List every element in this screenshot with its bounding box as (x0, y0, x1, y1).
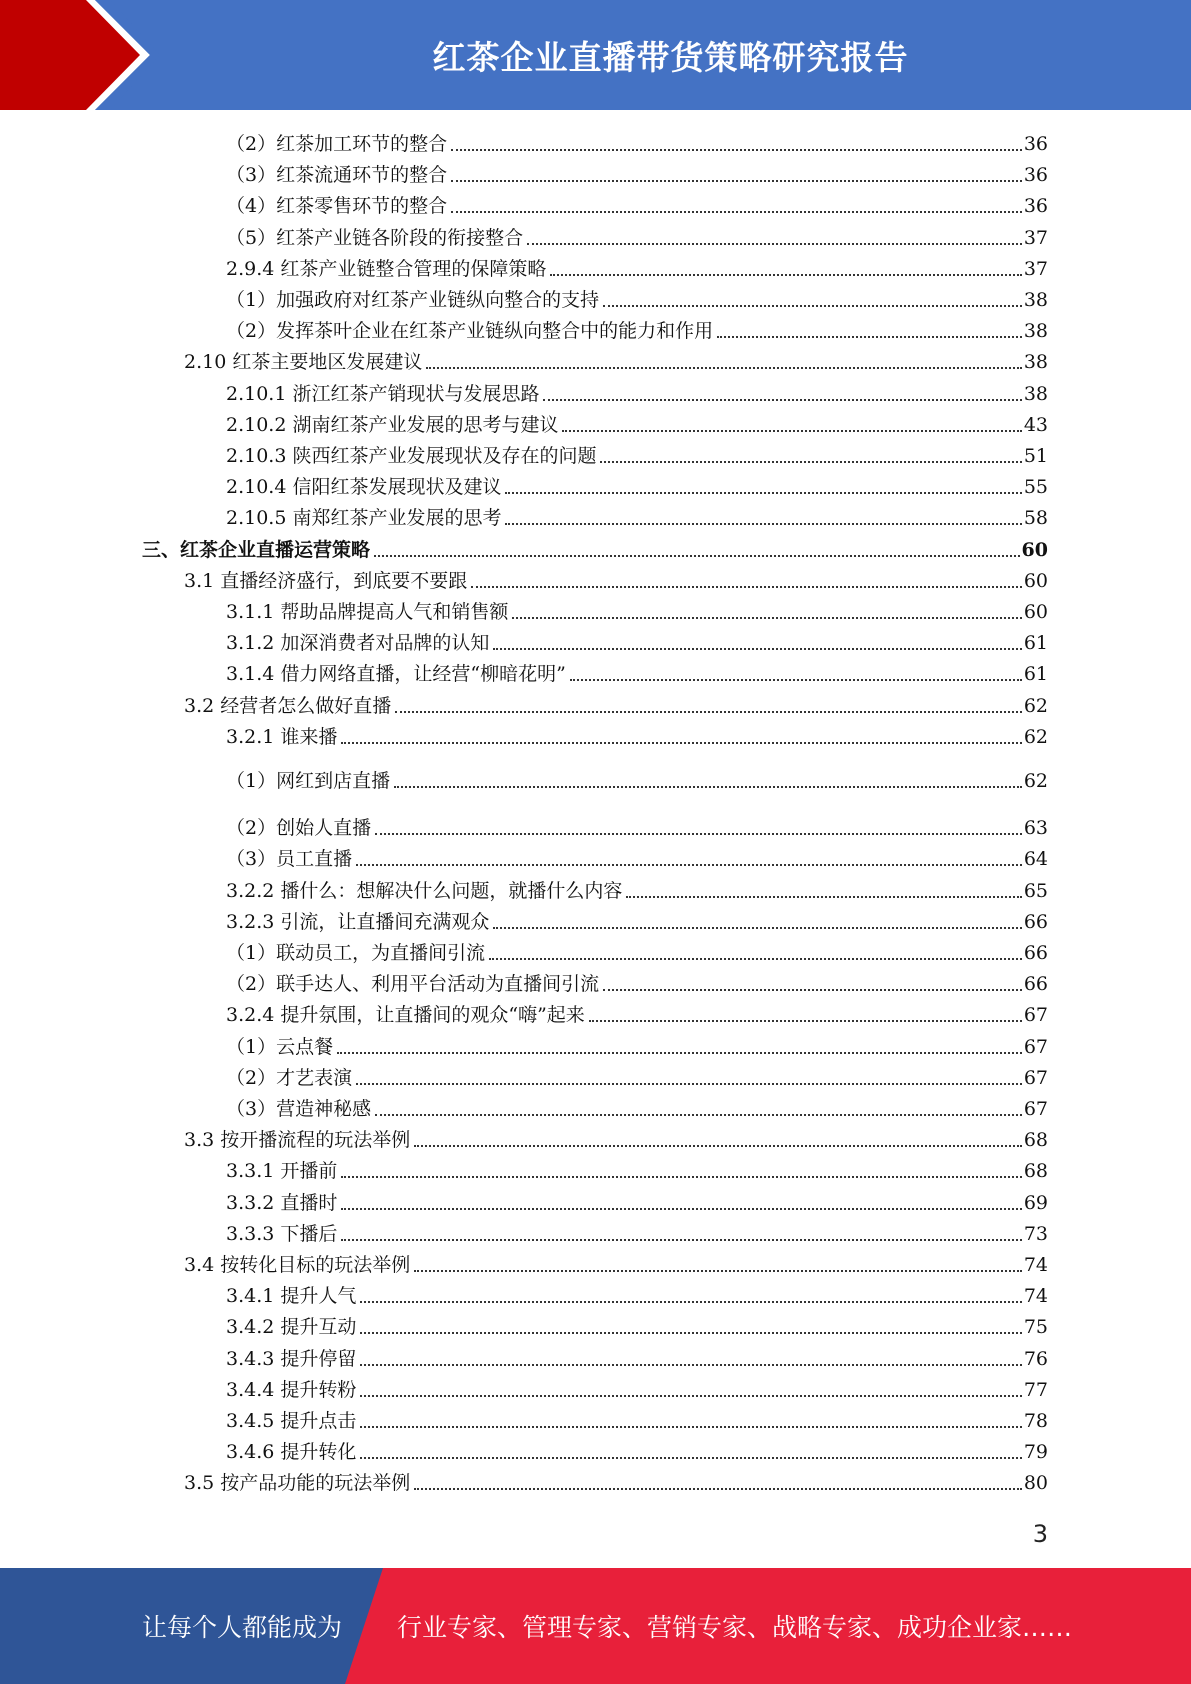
toc-entry-page: 74 (1023, 1254, 1048, 1276)
toc-dot-leader (505, 523, 1021, 525)
toc-entry-page: 51 (1023, 445, 1048, 467)
toc-dot-leader (451, 180, 1022, 182)
toc-entry-label: 2.9.4 红茶产业链整合管理的保障策略 (226, 257, 547, 280)
toc-dot-leader (426, 367, 1021, 369)
toc-entry-label: 3.1.1 帮助品牌提高人气和销售额 (226, 601, 509, 623)
toc-entry-label: （2）红茶加工环节的整合 (226, 133, 448, 155)
toc-entry-page: 64 (1023, 848, 1048, 871)
toc-entry-label: 2.10.2 湖南红茶产业发展的思考与建议 (226, 413, 559, 436)
toc-entry-page: 60 (1021, 538, 1048, 561)
toc-entry-label: 3.1.4 借力网络直播，让经营“柳暗花明” (226, 663, 566, 686)
toc-entry[interactable] (226, 1155, 1048, 1183)
toc-dot-leader (493, 927, 1021, 929)
toc-entry-label: 3.2.4 提升氛围，让直播间的观众“嗨”起来 (226, 1004, 585, 1027)
toc-entry[interactable] (226, 1062, 1048, 1090)
toc-entry-label: 3.1.2 加深消费者对品牌的认知 (226, 632, 490, 655)
toc-entry-page: 37 (1023, 226, 1048, 249)
toc-entry-label: 2.10.4 信阳红茶发展现状及建议 (226, 476, 502, 499)
toc-dot-leader (414, 1488, 1022, 1490)
toc-entry-page: 62 (1023, 770, 1048, 792)
toc-entry-page: 78 (1023, 1410, 1048, 1432)
toc-entry-page: 36 (1023, 195, 1048, 218)
toc-entry-page: 38 (1023, 382, 1048, 405)
toc-entry[interactable] (184, 1249, 1048, 1277)
toc-entry-label: （2）联手达人、利用平台活动为直播间引流 (226, 973, 600, 996)
toc-dot-leader (394, 786, 1022, 788)
toc-entry[interactable] (226, 999, 1048, 1027)
toc-entry-page: 75 (1023, 1316, 1048, 1339)
toc-entry[interactable] (226, 627, 1048, 655)
toc-dot-leader (414, 1145, 1022, 1147)
toc-entry-page: 74 (1023, 1285, 1048, 1308)
toc-dot-leader (374, 555, 1020, 557)
toc-entry[interactable] (226, 1031, 1048, 1059)
toc-entry-label: 3.4.1 提升人气 (226, 1285, 357, 1308)
toc-entry-label: （1）网红到店直播 (226, 770, 391, 792)
toc-dot-leader (603, 305, 1022, 307)
toc-dot-leader (341, 1239, 1021, 1241)
toc-entry-page: 67 (1023, 1098, 1048, 1120)
toc-dot-leader (360, 1364, 1021, 1366)
toc-dot-leader (717, 336, 1022, 338)
toc-entry-page: 80 (1023, 1472, 1048, 1495)
toc-entry-label: （3）员工直播 (226, 848, 353, 871)
toc-dot-leader (375, 1114, 1022, 1116)
toc-entry[interactable] (226, 765, 1048, 793)
toc-entry-label: 2.10.1 浙江红茶产销现状与发展思路 (226, 382, 540, 405)
toc-entry-page: 67 (1023, 1035, 1048, 1058)
toc-entry-label: 2.10 红茶主要地区发展建议 (184, 351, 423, 374)
toc-dot-leader (562, 430, 1021, 432)
toc-entry-label: （4）红茶零售环节的整合 (226, 195, 448, 218)
toc-dot-leader (414, 1270, 1022, 1272)
toc-entry[interactable] (226, 128, 1048, 156)
toc-entry-label: （2）才艺表演 (226, 1066, 353, 1089)
toc-entry-label: 3.4 按转化目标的玩法举例 (184, 1254, 411, 1276)
toc-entry-label: （3）红茶流通环节的整合 (226, 164, 448, 187)
toc-dot-leader (600, 461, 1021, 463)
toc-dot-leader (451, 211, 1022, 213)
toc-entry[interactable] (184, 346, 1048, 374)
toc-entry-page: 37 (1023, 257, 1048, 280)
toc-entry-page: 69 (1023, 1191, 1048, 1214)
toc-dot-leader (550, 274, 1021, 276)
toc-entry-page: 38 (1023, 351, 1048, 374)
toc-entry-label: 3.3.2 直播时 (226, 1191, 338, 1214)
toc-dot-leader (589, 1020, 1022, 1022)
toc-entry[interactable] (226, 1405, 1048, 1433)
toc-entry-page: 67 (1023, 1066, 1048, 1089)
toc-entry-page: 38 (1023, 289, 1048, 311)
toc-entry-label: 3.2.2 播什么：想解决什么问题，就播什么内容 (226, 879, 623, 902)
toc-entry[interactable] (226, 875, 1048, 903)
toc-entry[interactable] (226, 440, 1048, 468)
toc-entry[interactable] (142, 534, 1048, 562)
toc-entry[interactable] (226, 843, 1048, 871)
toc-entry-page: 68 (1023, 1160, 1048, 1183)
toc-entry[interactable] (226, 1374, 1048, 1402)
footer-slogan-right: 行业专家、管理专家、营销专家、战略专家、成功企业家…… (397, 1613, 1073, 1642)
toc-entry[interactable] (226, 1436, 1048, 1464)
toc-dot-leader (360, 1457, 1021, 1459)
toc-entry-label: 3.3 按开播流程的玩法举例 (184, 1129, 411, 1152)
toc-entry[interactable] (226, 1280, 1048, 1308)
toc-entry-page: 67 (1023, 1004, 1048, 1027)
toc-entry-page: 62 (1023, 694, 1048, 717)
toc-entry[interactable] (226, 378, 1048, 406)
toc-entry[interactable] (226, 658, 1048, 686)
toc-entry-page: 76 (1023, 1347, 1048, 1370)
toc-entry[interactable] (226, 937, 1048, 965)
toc-entry-page: 65 (1023, 879, 1048, 902)
toc-dot-leader (570, 679, 1022, 681)
toc-entry-page: 66 (1023, 942, 1048, 964)
toc-entry[interactable] (184, 690, 1048, 718)
toc-entry-label: 3.4.2 提升互动 (226, 1316, 357, 1339)
toc-entry-label: 3.4.5 提升点击 (226, 1410, 357, 1432)
toc-entry-label: 三、红茶企业直播运营策略 (142, 538, 371, 561)
toc-entry-label: 3.4.4 提升转粉 (226, 1378, 357, 1401)
toc-dot-leader (626, 896, 1021, 898)
toc-entry[interactable] (226, 596, 1048, 624)
page-footer (0, 1568, 1191, 1684)
toc-entry-page: 43 (1023, 413, 1048, 436)
toc-entry-label: 3.5 按产品功能的玩法举例 (184, 1472, 411, 1495)
toc-entry[interactable] (226, 1311, 1048, 1339)
toc-dot-leader (489, 958, 1022, 960)
toc-entry[interactable] (226, 1093, 1048, 1121)
toc-entry[interactable] (226, 253, 1048, 281)
toc-entry[interactable] (226, 906, 1048, 934)
toc-dot-leader (341, 1176, 1021, 1178)
toc-entry-label: （5）红茶产业链各阶段的衔接整合 (226, 226, 524, 249)
toc-entry-page: 38 (1023, 320, 1048, 343)
toc-dot-leader (341, 1208, 1021, 1210)
toc-dot-leader (493, 648, 1021, 650)
toc-dot-leader (337, 1052, 1022, 1054)
toc-entry-page: 58 (1023, 507, 1048, 530)
toc-dot-leader (527, 243, 1022, 245)
toc-entry-label: 3.2.1 谁来播 (226, 725, 338, 748)
toc-entry[interactable] (226, 812, 1048, 840)
toc-entry[interactable] (226, 968, 1048, 996)
page-header (0, 0, 1191, 110)
toc-dot-leader (543, 399, 1021, 401)
toc-entry-label: 2.10.3 陕西红茶产业发展现状及存在的问题 (226, 445, 597, 467)
toc-entry-page: 63 (1023, 817, 1048, 840)
toc-entry-page: 55 (1023, 476, 1048, 499)
toc-entry-page: 79 (1023, 1441, 1048, 1464)
toc-entry-page: 60 (1023, 601, 1048, 623)
toc-entry[interactable] (226, 315, 1048, 343)
toc-entry-label: 3.3.3 下播后 (226, 1222, 338, 1245)
toc-entry[interactable] (226, 409, 1048, 437)
toc-entry[interactable] (184, 1124, 1048, 1152)
toc-entry-label: 3.4.6 提升转化 (226, 1441, 357, 1464)
toc-dot-leader (395, 711, 1022, 713)
toc-entry-label: 3.3.1 开播前 (226, 1160, 338, 1183)
toc-entry[interactable] (226, 502, 1048, 530)
toc-entry-label: （1）云点餐 (226, 1035, 334, 1058)
toc-entry-label: （3）营造神秘感 (226, 1098, 372, 1120)
toc-dot-leader (360, 1301, 1021, 1303)
toc-entry[interactable] (184, 1467, 1048, 1495)
toc-entry[interactable] (226, 190, 1048, 218)
toc-dot-leader (360, 1395, 1021, 1397)
toc-entry-label: 3.4.3 提升停留 (226, 1347, 357, 1370)
footer-slogan-left: 让每个人都能成为 (142, 1613, 343, 1642)
toc-entry[interactable] (226, 222, 1048, 250)
toc-entry[interactable] (226, 284, 1048, 312)
toc-entry-page: 62 (1023, 725, 1048, 748)
toc-dot-leader (356, 864, 1022, 866)
toc-dot-leader (375, 833, 1022, 835)
toc-dot-leader (360, 1426, 1021, 1428)
toc-entry-label: （1）联动员工，为直播间引流 (226, 942, 486, 964)
toc-entry[interactable] (184, 565, 1048, 593)
toc-entry-label: 3.1 直播经济盛行，到底要不要跟 (184, 569, 468, 592)
toc-entry-page: 36 (1023, 133, 1048, 155)
toc-entry-label: 2.10.5 南郑红茶产业发展的思考 (226, 507, 502, 530)
toc-entry[interactable] (226, 1187, 1048, 1215)
red-chevron-decoration (0, 0, 160, 110)
toc-dot-leader (471, 586, 1022, 588)
toc-entry[interactable] (226, 1218, 1048, 1246)
toc-entry-label: 3.2 经营者怎么做好直播 (184, 694, 392, 717)
toc-entry-page: 36 (1023, 164, 1048, 187)
toc-dot-leader (360, 1332, 1021, 1334)
toc-entry-page: 77 (1023, 1378, 1048, 1401)
toc-entry[interactable] (226, 721, 1048, 749)
toc-entry-label: （2）创始人直播 (226, 817, 372, 840)
toc-dot-leader (341, 742, 1021, 744)
toc-entry-page: 73 (1023, 1222, 1048, 1245)
toc-dot-leader (603, 989, 1022, 991)
toc-dot-leader (505, 492, 1021, 494)
toc-entry-page: 61 (1023, 632, 1048, 655)
toc-entry-page: 68 (1023, 1129, 1048, 1152)
toc-entry-page: 66 (1023, 973, 1048, 996)
toc-dot-leader (512, 617, 1021, 619)
toc-entry[interactable] (226, 1343, 1048, 1371)
toc-entry-page: 60 (1023, 569, 1048, 592)
toc-entry-label: （2）发挥茶叶企业在红茶产业链纵向整合中的能力和作用 (226, 320, 714, 343)
toc-entry[interactable] (226, 471, 1048, 499)
toc-dot-leader (356, 1083, 1022, 1085)
toc-entry-page: 61 (1023, 663, 1048, 686)
toc-entry-page: 66 (1023, 910, 1048, 933)
report-title: 红茶企业直播带货策略研究报告 (432, 37, 909, 77)
toc-entry[interactable] (226, 159, 1048, 187)
toc-entry-label: 3.2.3 引流，让直播间充满观众 (226, 910, 490, 933)
toc-entry-label: （1）加强政府对红茶产业链纵向整合的支持 (226, 289, 600, 311)
toc-dot-leader (451, 149, 1022, 151)
page-number: 3 (1032, 1520, 1048, 1548)
